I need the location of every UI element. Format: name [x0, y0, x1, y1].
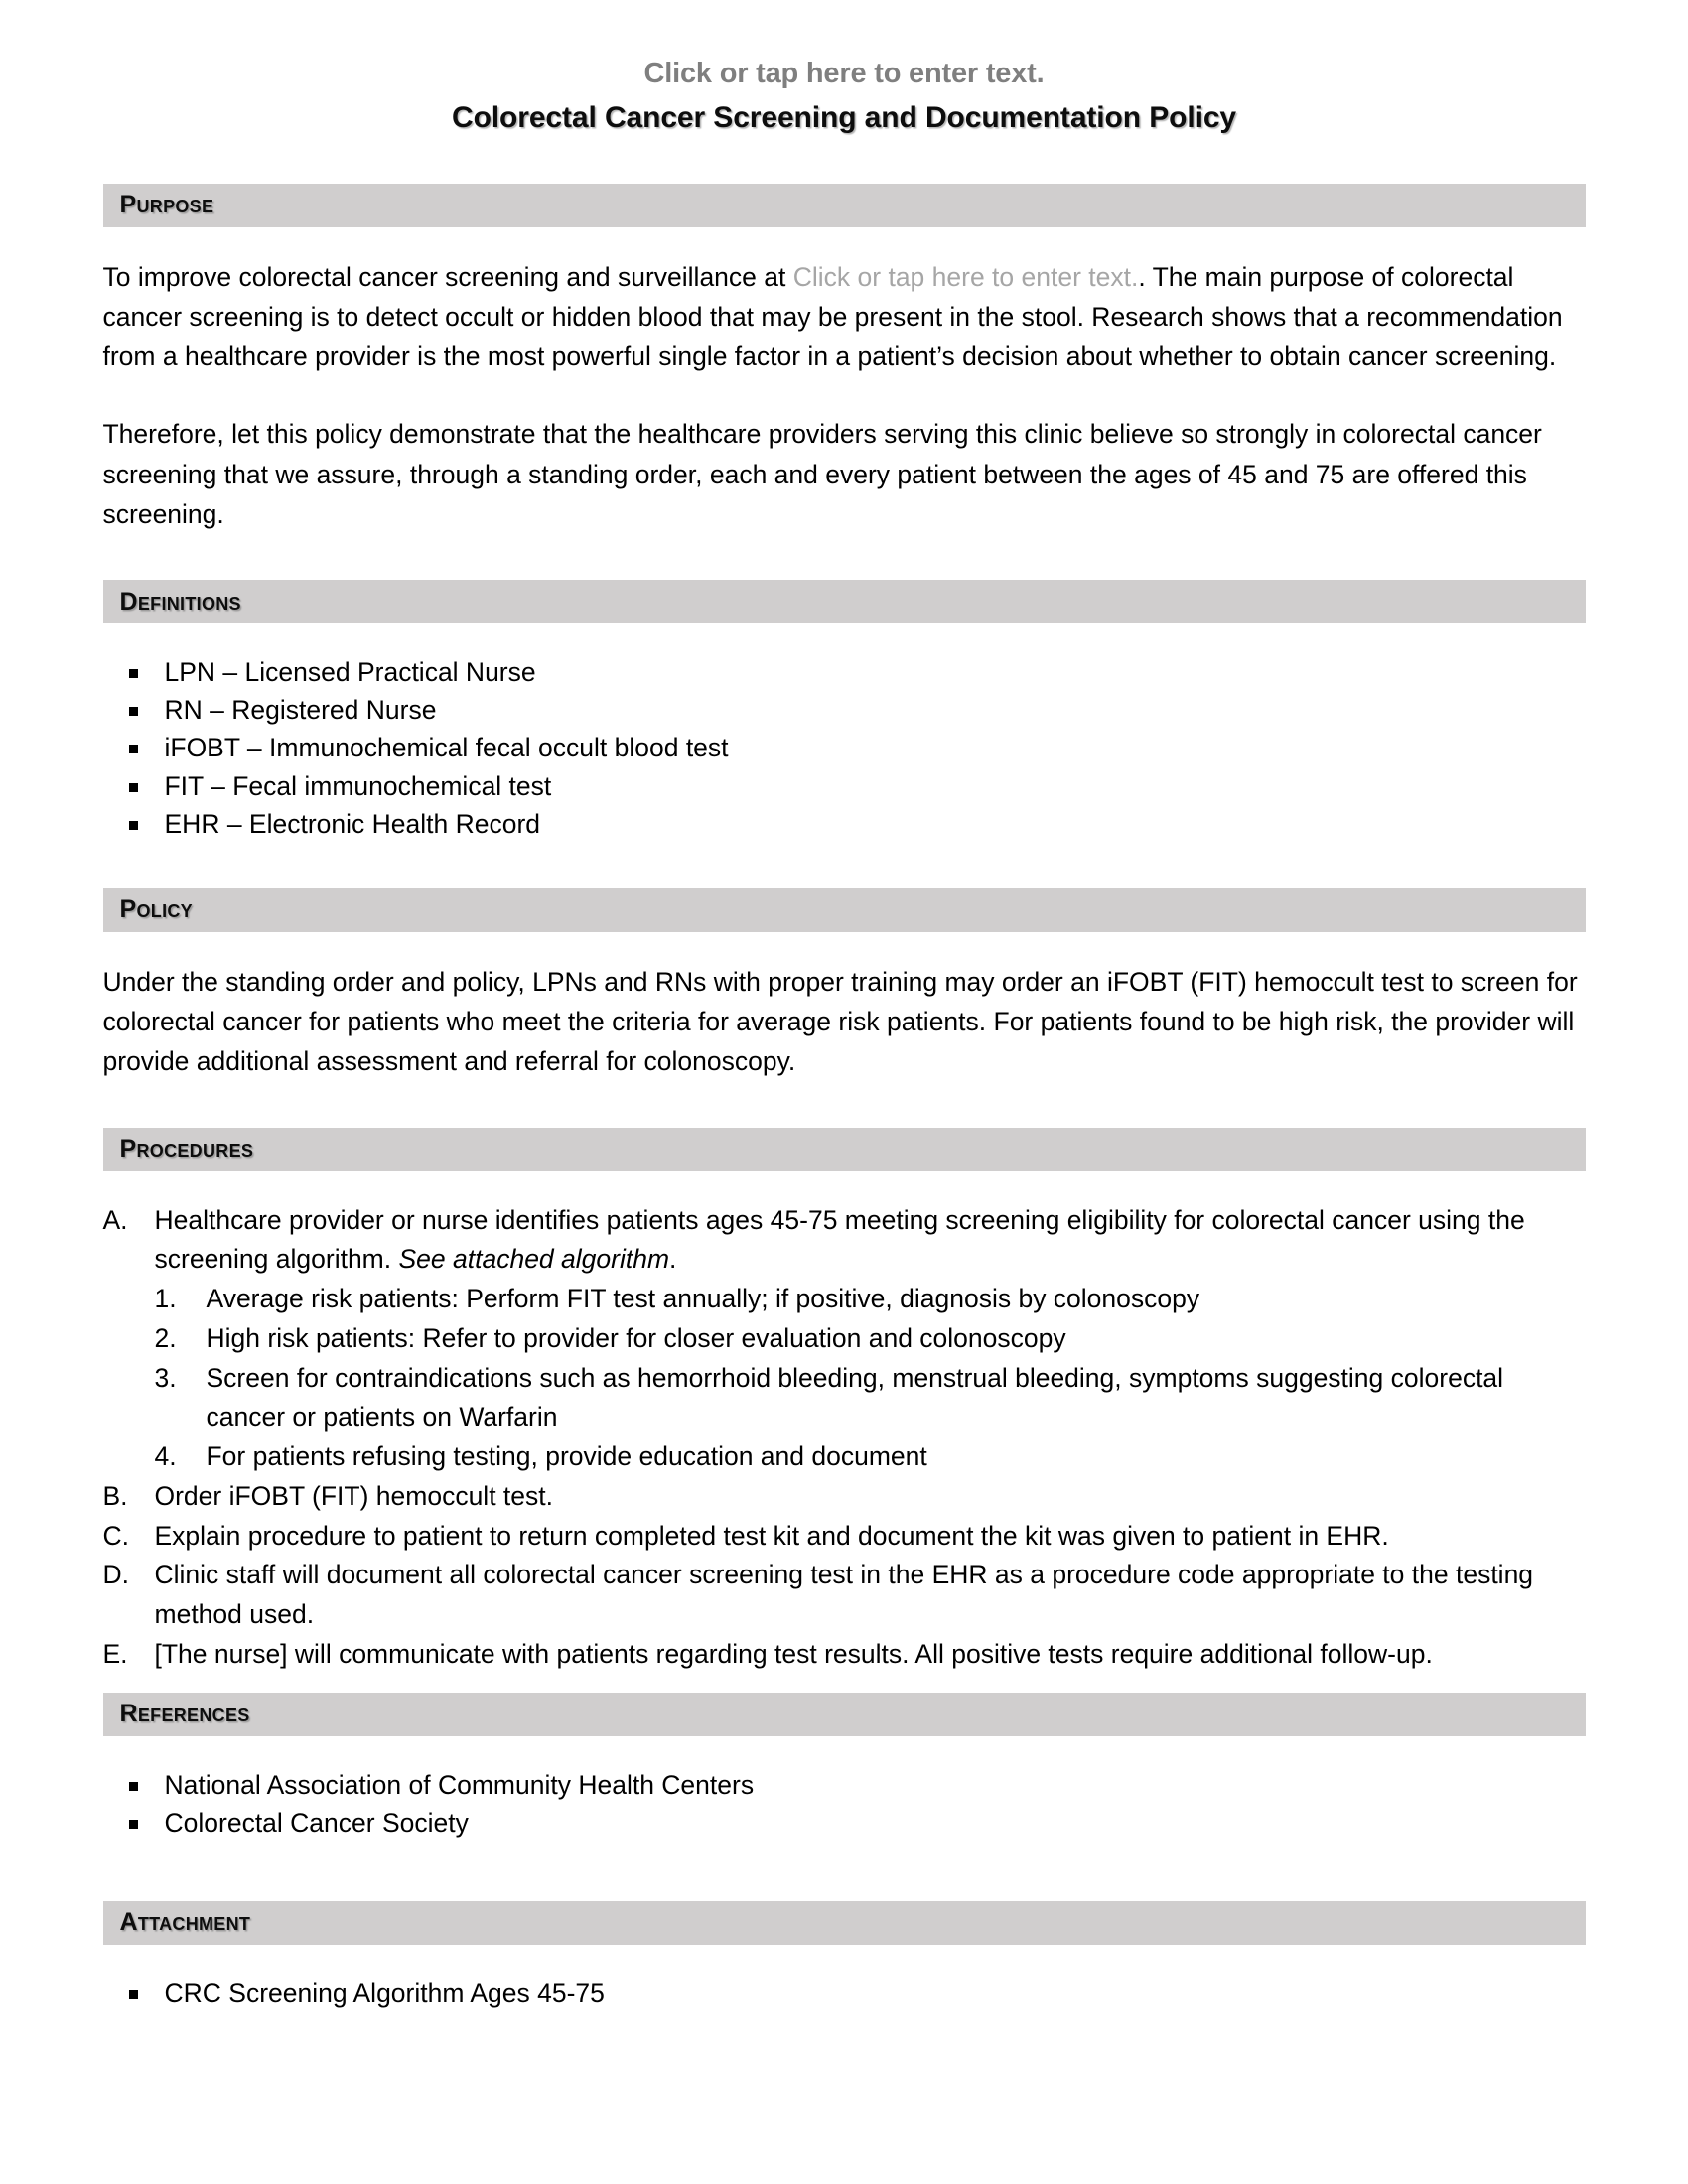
- purpose-paragraph-1: [103, 257, 1586, 377]
- section-heading-label: Definitions: [119, 587, 241, 615]
- list-item: iFOBT – Immunochemical fecal occult blood test: [103, 729, 1586, 766]
- list-item-text: Order iFOBT (FIT) hemoccult test.: [154, 1480, 553, 1511]
- list-item-text: Explain procedure to patient to return completed test kit and document the kit was given to patient in EHR.: [154, 1520, 1389, 1551]
- attachment-list: [103, 1975, 1586, 2012]
- section-heading-references: [103, 1693, 1586, 1736]
- list-item-c: [103, 1517, 1586, 1557]
- list-marker: E.: [102, 1638, 128, 1669]
- section-heading-definitions: [103, 580, 1586, 623]
- procedures-list-alpha: [103, 1201, 1586, 1281]
- page-title: Colorectal Cancer Screening and Documentation Policy: [452, 101, 1236, 135]
- item-a-italic-text: See attached algorithm: [398, 1244, 670, 1275]
- spacer: [0, 1675, 1688, 1693]
- sub-list-item: [155, 1437, 1586, 1477]
- list-marker: D.: [102, 1560, 129, 1590]
- list-item: CRC Screening Algorithm Ages 45-75: [103, 1975, 1586, 2012]
- header-placeholder-field[interactable]: Click or tap here to enter text.: [643, 58, 1045, 89]
- list-item-text: [The nurse] will communicate with patients regarding test results. All positive tests require additional follow-up.: [154, 1638, 1433, 1669]
- definitions-content: [103, 653, 1586, 843]
- spacer: [0, 227, 1688, 257]
- sub-list-item: [155, 1319, 1586, 1359]
- spacer: [0, 1842, 1688, 1901]
- references-list: [103, 1766, 1586, 1842]
- spacer: [0, 623, 1688, 653]
- section-heading-policy: [103, 888, 1586, 932]
- section-heading-label: Procedures: [119, 1135, 254, 1163]
- purpose-content: [103, 257, 1586, 535]
- list-item-text: Clinic staff will document all colorectal cancer screening test in the EHR as a procedure code appropriate to the testing method used.: [154, 1560, 1534, 1630]
- list-item-d: [103, 1556, 1586, 1635]
- list-item: RN – Registered Nurse: [103, 691, 1586, 729]
- list-marker: 2.: [154, 1322, 177, 1353]
- purpose-text-after: . The main purpose of colorectal cancer screening is to detect occult or hidden blood that may be present in the stool. Research shows that a recommendation from a healthcare provider is the most powerful single factor in a patient’s decision about whether to obtain cancer screening.: [102, 261, 1563, 372]
- list-marker: 4.: [154, 1441, 177, 1472]
- purpose-text-before: To improve colorectal cancer screening and surveillance at: [102, 261, 793, 292]
- list-item: LPN – Licensed Practical Nurse: [103, 653, 1586, 691]
- spacer: [0, 1736, 1688, 1766]
- sub-item-text: Screen for contraindications such as hemorrhoid bleeding, menstrual bleeding, symptoms suggesting colorectal cancer or patients on Warfarin: [206, 1362, 1504, 1433]
- list-marker: B.: [102, 1480, 128, 1511]
- list-item: National Association of Community Health Centers: [103, 1766, 1586, 1804]
- policy-content: [103, 962, 1586, 1082]
- sub-item-text: For patients refusing testing, provide education and document: [206, 1441, 927, 1472]
- list-item: FIT – Fecal immunochemical test: [103, 767, 1586, 805]
- section-heading-label: Attachment: [119, 1908, 251, 1937]
- sub-list-item: [155, 1280, 1586, 1319]
- item-a-text-after: .: [669, 1244, 677, 1275]
- attachment-content: [103, 1975, 1586, 2012]
- section-heading-label: Purpose: [119, 191, 214, 218]
- inline-placeholder-field[interactable]: Click or tap here to enter text.: [792, 261, 1139, 292]
- list-marker: 1.: [154, 1284, 177, 1314]
- list-item-b: [103, 1477, 1586, 1517]
- list-marker: 3.: [154, 1362, 177, 1393]
- list-item-e: [103, 1635, 1586, 1675]
- section-heading-purpose: [103, 184, 1586, 227]
- section-heading-label: Policy: [119, 895, 193, 924]
- list-marker: C.: [102, 1520, 129, 1551]
- spacer: [0, 138, 1688, 184]
- sub-list-item: [155, 1359, 1586, 1438]
- spacer: [0, 843, 1688, 888]
- procedures-list-alpha-rest: [103, 1477, 1586, 1675]
- document-title-block: [0, 0, 1688, 138]
- spacer: [103, 376, 1586, 414]
- list-item: EHR – Electronic Health Record: [103, 805, 1586, 843]
- spacer: [0, 932, 1688, 962]
- item-a-text-before: Healthcare provider or nurse identifies patients ages 45-75 meeting screening eligibility for colorectal cancer using the screening algorithm.: [154, 1204, 1525, 1275]
- definitions-list: [103, 653, 1586, 843]
- sub-item-text: High risk patients: Refer to provider for closer evaluation and colonoscopy: [206, 1322, 1066, 1353]
- spacer: [0, 1171, 1688, 1201]
- purpose-paragraph-2: Therefore, let this policy demonstrate that the healthcare providers serving this clinic believe so strongly in colorectal cancer screening that we assure, through a standing order, each and every patient between the ages of 45 and 75 are offered this screening.: [102, 419, 1542, 529]
- spacer: [0, 1945, 1688, 1975]
- policy-paragraph: Under the standing order and policy, LPNs and RNs with proper training may order an iFOBT (FIT) hemoccult test to screen for colorectal cancer for patients who meet the criteria for average risk patients. For patients found to be high risk, the provider will provide additional assessment and referral for colonoscopy.: [102, 966, 1578, 1077]
- list-item: Colorectal Cancer Society: [103, 1804, 1586, 1842]
- list-marker: A.: [102, 1204, 128, 1235]
- section-heading-label: References: [119, 1700, 250, 1728]
- spacer: [0, 534, 1688, 580]
- section-heading-attachment: [103, 1901, 1586, 1945]
- references-content: [103, 1766, 1586, 1842]
- list-item-a: [103, 1201, 1586, 1281]
- procedures-sublist-numeric: [103, 1280, 1586, 1477]
- spacer: [0, 1082, 1688, 1128]
- sub-item-text: Average risk patients: Perform FIT test annually; if positive, diagnosis by colonoscopy: [206, 1284, 1200, 1314]
- section-heading-procedures: [103, 1128, 1586, 1171]
- procedures-content: [103, 1201, 1586, 1675]
